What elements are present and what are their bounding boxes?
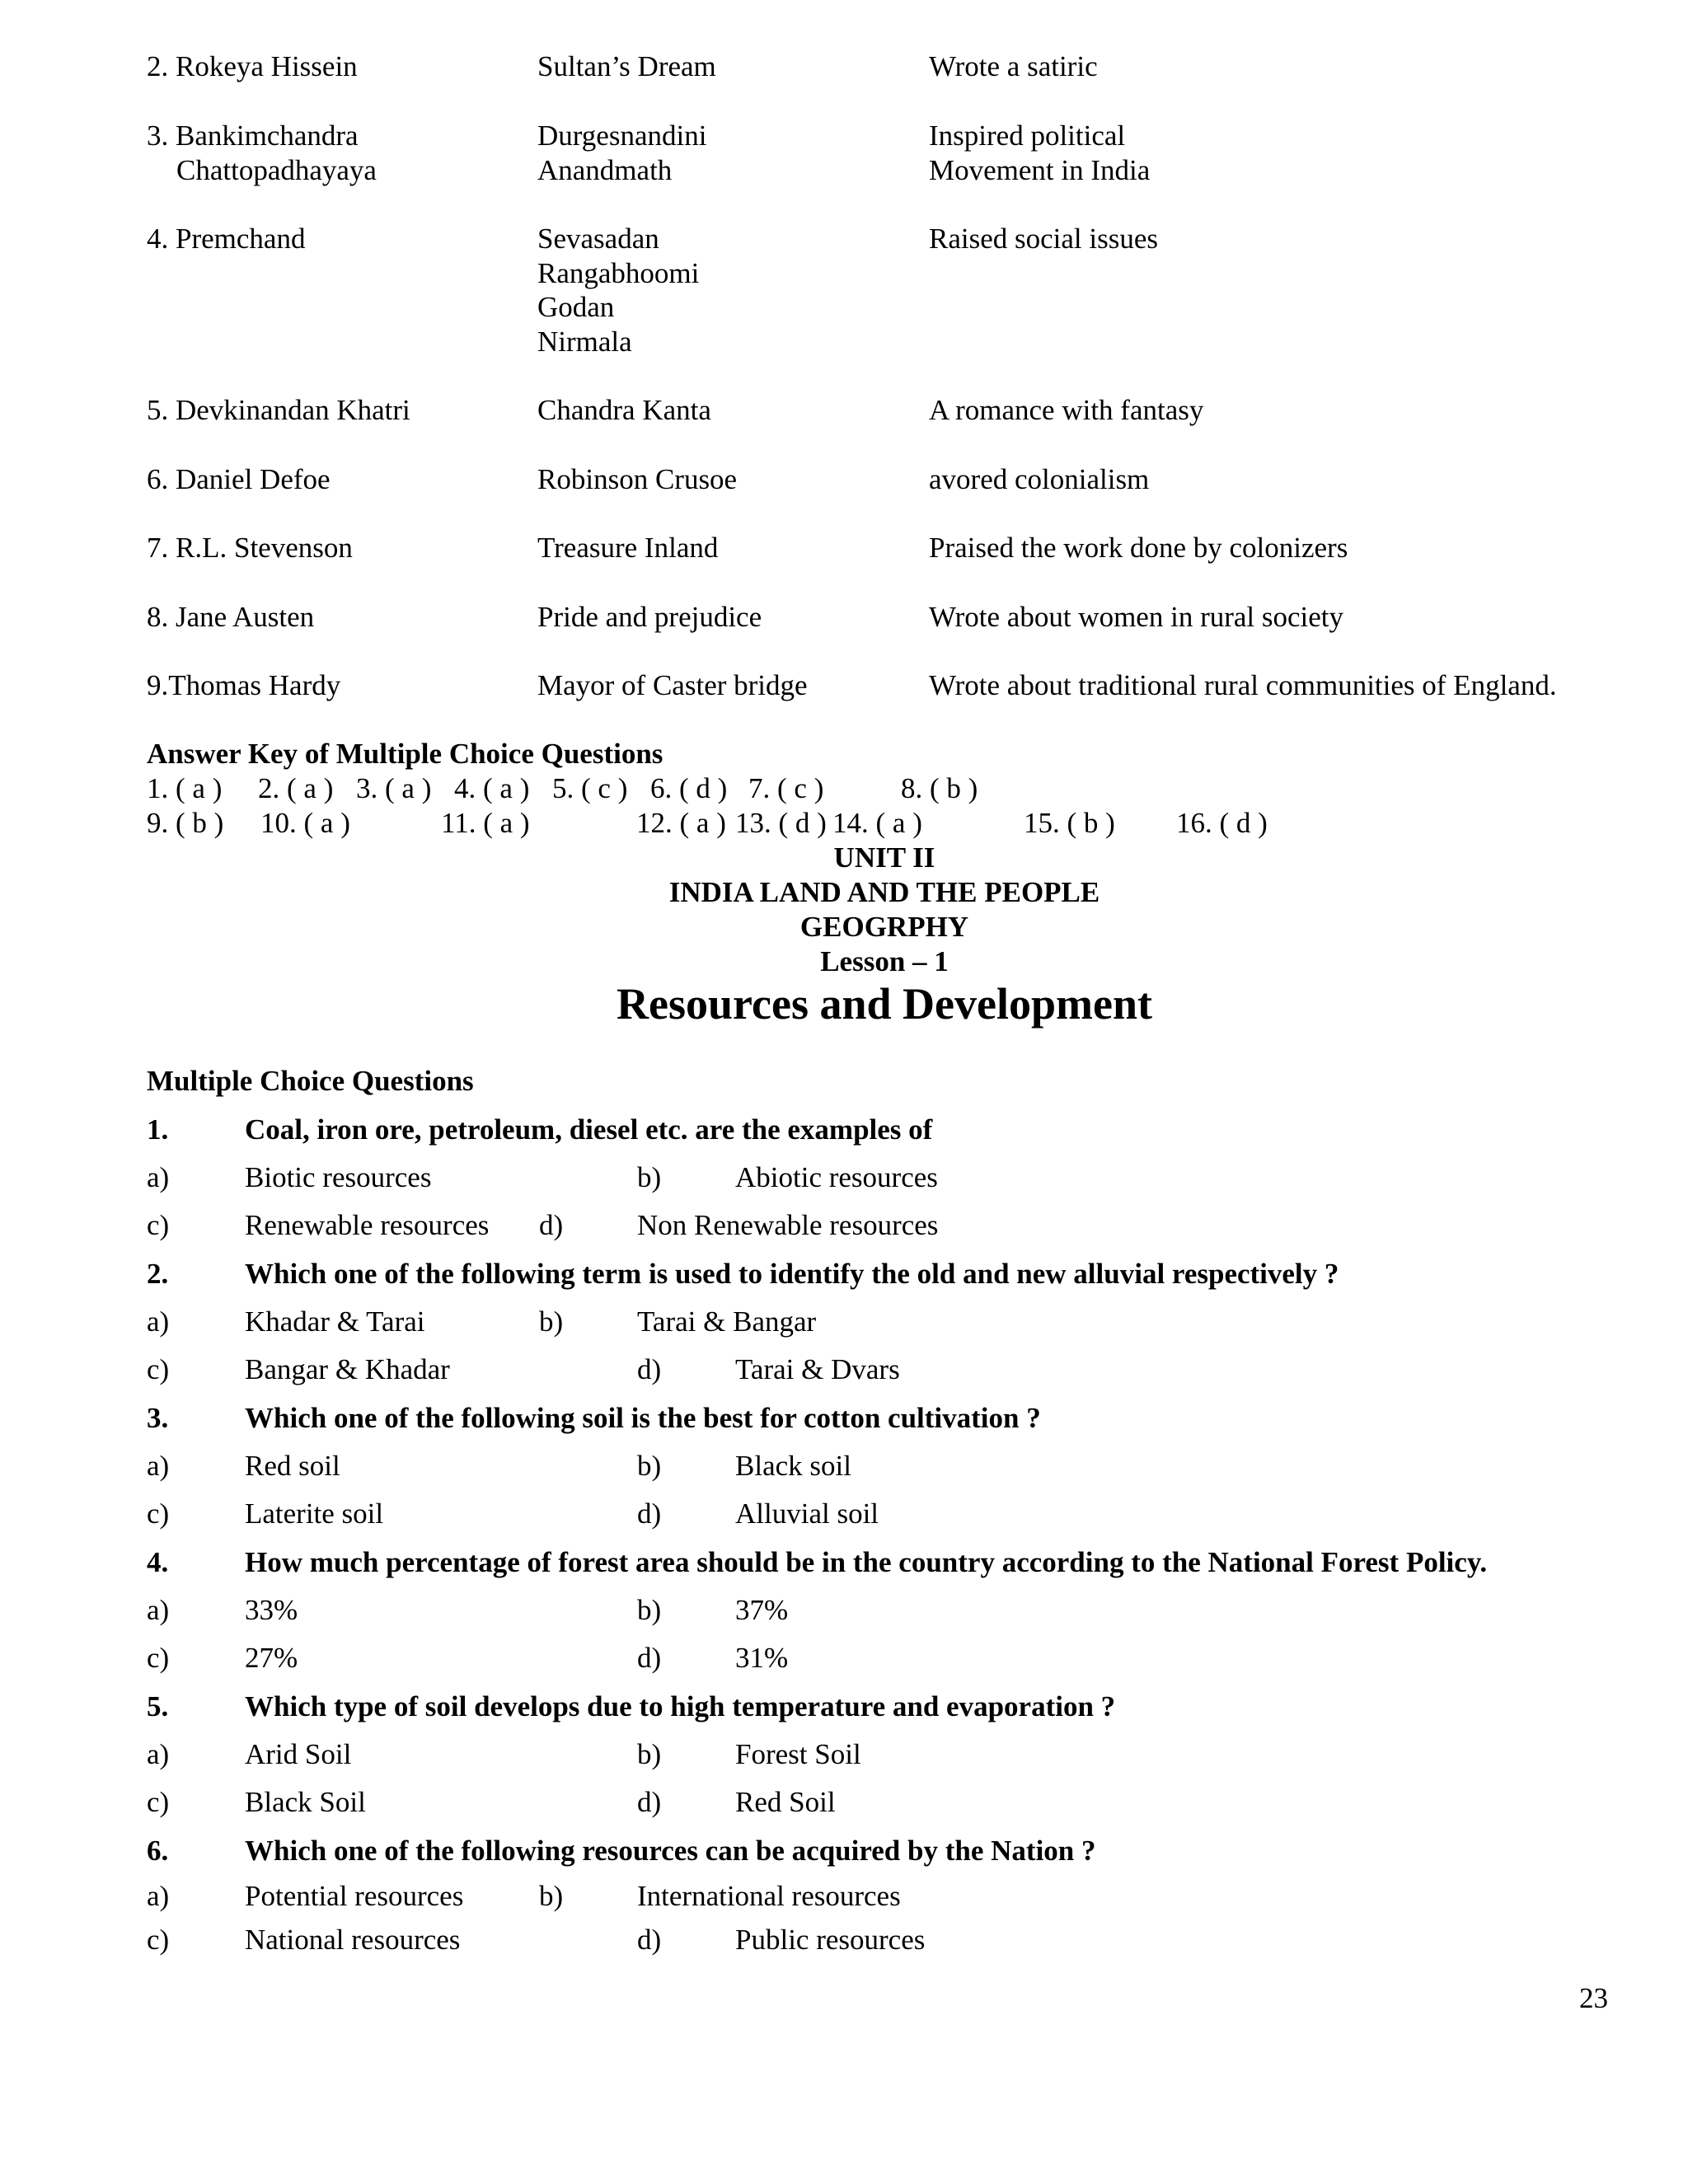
question-number: 1. — [147, 1113, 169, 1146]
lesson-title: Resources and Development — [617, 979, 1152, 1029]
novel-author: Chattopadhayaya — [176, 154, 377, 186]
novel-author: 7. R.L. Stevenson — [147, 532, 353, 564]
option-letter: a) — [147, 1161, 170, 1193]
option-letter: b) — [637, 1738, 662, 1770]
unit-discipline: GEOGRPHY — [799, 911, 969, 943]
novel-work: Godan — [537, 291, 615, 323]
option-text: Laterite soil — [245, 1497, 384, 1530]
novel-work: Chandra Kanta — [537, 394, 711, 426]
question-number: 4. — [147, 1546, 169, 1578]
unit-subject: INDIA LAND AND THE PEOPLE — [668, 876, 1100, 908]
novel-author: 3. Bankimchandra — [147, 120, 359, 152]
option-letter: a) — [147, 1450, 170, 1482]
option-letter: c) — [147, 1497, 170, 1530]
lesson-label: Lesson – 1 — [820, 945, 949, 977]
novel-author: 5. Devkinandan Khatri — [147, 394, 410, 426]
novel-note: Wrote about traditional rural communities of England. — [929, 669, 1557, 701]
answer-key-item: 2. ( a ) — [258, 772, 334, 804]
novel-work: Nirmala — [537, 326, 632, 358]
question-text: Coal, iron ore, petroleum, diesel etc. are the examples of — [245, 1113, 933, 1146]
novel-author: 6. Daniel Defoe — [147, 463, 331, 495]
option-letter: c) — [147, 1786, 170, 1818]
novel-note: avored colonialism — [929, 463, 1150, 495]
option-letter: d) — [539, 1209, 564, 1241]
novel-note: Wrote a satiric — [929, 50, 1098, 82]
answer-key-item: 12. ( a ) — [636, 807, 726, 839]
question-number: 3. — [147, 1402, 169, 1434]
novel-author: 4. Premchand — [147, 223, 306, 255]
mcq-heading: Multiple Choice Questions — [147, 1065, 474, 1097]
option-text: Bangar & Khadar — [245, 1353, 450, 1385]
answer-key-item: 11. ( a ) — [441, 807, 530, 839]
option-text: 37% — [735, 1594, 789, 1626]
novel-note: Praised the work done by colonizers — [929, 532, 1348, 564]
page-number: 23 — [1579, 1982, 1608, 2014]
answer-key-item: 9. ( b ) — [147, 807, 224, 839]
option-letter: d) — [637, 1353, 662, 1385]
answer-key-item: 3. ( a ) — [356, 772, 432, 804]
answer-key-heading: Answer Key of Multiple Choice Questions — [147, 738, 663, 770]
option-letter: b) — [539, 1305, 564, 1338]
option-letter: d) — [637, 1497, 662, 1530]
option-text: Forest Soil — [735, 1738, 861, 1770]
option-text: Potential resources — [245, 1880, 464, 1912]
novel-work: Anandmath — [537, 154, 673, 186]
option-letter: c) — [147, 1642, 170, 1674]
option-letter: d) — [637, 1924, 662, 1956]
option-text: Red Soil — [735, 1786, 836, 1818]
option-letter: c) — [147, 1209, 170, 1241]
option-letter: b) — [637, 1594, 662, 1626]
question-number: 2. — [147, 1258, 169, 1290]
novel-work: Durgesnandini — [537, 120, 707, 152]
novel-note: Raised social issues — [929, 223, 1159, 255]
novel-note: Movement in India — [929, 154, 1151, 186]
novel-note: Wrote about women in rural society — [929, 601, 1344, 633]
answer-key-item: 6. ( d ) — [650, 772, 728, 804]
option-letter: a) — [147, 1738, 170, 1770]
novel-author: 9.Thomas Hardy — [147, 669, 341, 701]
answer-key-item: 8. ( b ) — [901, 772, 978, 804]
novel-author: 2. Rokeya Hissein — [147, 50, 358, 82]
novel-work: Pride and prejudice — [537, 601, 762, 633]
option-text: 27% — [245, 1642, 298, 1674]
option-text: Red soil — [245, 1450, 340, 1482]
novel-note: A romance with fantasy — [929, 394, 1204, 426]
answer-key-item: 10. ( a ) — [260, 807, 350, 839]
question-text: How much percentage of forest area should be in the country according to the National Forest Policy. — [245, 1546, 1488, 1578]
question-text: Which one of the following resources can be acquired by the Nation ? — [245, 1835, 1096, 1867]
option-letter: c) — [147, 1353, 170, 1385]
answer-key-item: 13. ( d ) — [735, 807, 827, 839]
unit-label: UNIT II — [833, 841, 935, 874]
option-text: Tarai & Dvars — [735, 1353, 900, 1385]
option-text: Tarai & Bangar — [637, 1305, 817, 1338]
question-text: Which one of the following term is used to identify the old and new alluvial respectively ? — [245, 1258, 1339, 1290]
answer-key-item: 14. ( a ) — [832, 807, 922, 839]
option-text: Khadar & Tarai — [245, 1305, 425, 1338]
option-text: Black Soil — [245, 1786, 366, 1818]
option-text: 33% — [245, 1594, 298, 1626]
option-text: National resources — [245, 1924, 461, 1956]
question-text: Which type of soil develops due to high temperature and evaporation ? — [245, 1690, 1116, 1722]
answer-key-item: 16. ( d ) — [1176, 807, 1268, 839]
answer-key-item: 4. ( a ) — [454, 772, 530, 804]
option-letter: a) — [147, 1305, 170, 1338]
option-text: Arid Soil — [245, 1738, 352, 1770]
option-text: 31% — [735, 1642, 789, 1674]
option-text: Black soil — [735, 1450, 851, 1482]
answer-key-item: 15. ( b ) — [1024, 807, 1115, 839]
option-text: Abiotic resources — [735, 1161, 938, 1193]
question-number: 6. — [147, 1835, 169, 1867]
question-text: Which one of the following soil is the best for cotton cultivation ? — [245, 1402, 1041, 1434]
answer-key-item: 5. ( c ) — [552, 772, 628, 804]
question-number: 5. — [147, 1690, 169, 1722]
option-letter: b) — [637, 1450, 662, 1482]
novel-work: Treasure Inland — [537, 532, 719, 564]
answer-key-item: 7. ( c ) — [748, 772, 824, 804]
novel-work: Robinson Crusoe — [537, 463, 738, 495]
option-letter: b) — [539, 1880, 564, 1912]
option-letter: d) — [637, 1786, 662, 1818]
option-text: Non Renewable resources — [637, 1209, 939, 1241]
novel-note: Inspired political — [929, 120, 1126, 152]
option-letter: b) — [637, 1161, 662, 1193]
novel-work: Sevasadan — [537, 223, 659, 255]
option-letter: c) — [147, 1924, 170, 1956]
option-letter: a) — [147, 1880, 170, 1912]
option-letter: a) — [147, 1594, 170, 1626]
option-text: Alluvial soil — [735, 1497, 879, 1530]
option-text: Biotic resources — [245, 1161, 432, 1193]
novel-work: Rangabhoomi — [537, 257, 700, 289]
novel-work: Mayor of Caster bridge — [537, 669, 808, 701]
option-text: International resources — [637, 1880, 901, 1912]
answer-key-item: 1. ( a ) — [147, 772, 223, 804]
novel-author: 8. Jane Austen — [147, 601, 315, 633]
option-letter: d) — [637, 1642, 662, 1674]
option-text: Renewable resources — [245, 1209, 490, 1241]
novel-work: Sultan’s Dream — [537, 50, 716, 82]
option-text: Public resources — [735, 1924, 926, 1956]
